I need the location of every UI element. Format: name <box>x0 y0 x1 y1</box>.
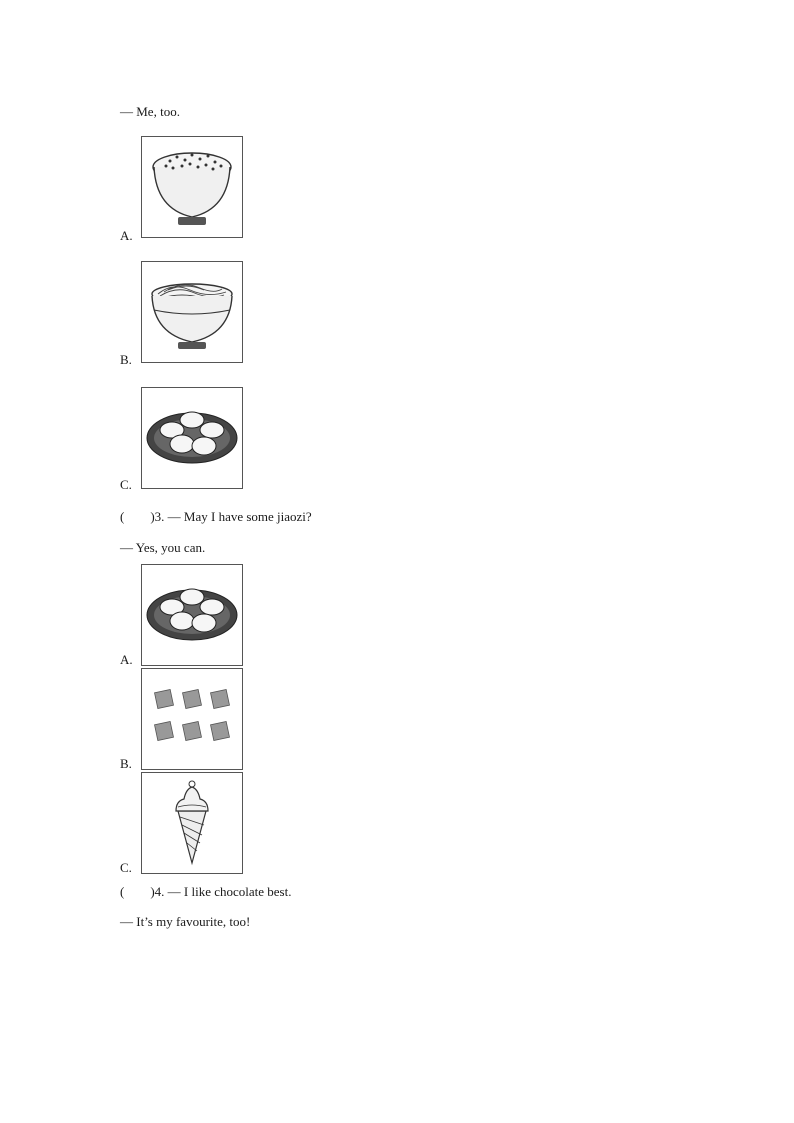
q3-option-b-image <box>141 668 243 770</box>
q2-option-c-image <box>141 387 243 489</box>
q2-option-a-image <box>141 136 243 238</box>
rice-bowl-icon <box>142 137 242 237</box>
q3-option-a-label: A. <box>120 652 133 667</box>
q4-answer-line: — It’s my favourite, too! <box>120 914 251 929</box>
q3-answer-line: — Yes, you can. <box>120 540 206 555</box>
dumplings-plate-icon <box>142 565 242 665</box>
q2-answer-line: — Me, too. <box>120 104 180 119</box>
q2-option-b-image <box>141 261 243 363</box>
biscuits-icon <box>142 669 242 769</box>
ice-cream-cone-icon <box>142 773 242 873</box>
q2-option-b-label: B. <box>120 352 132 367</box>
q2-option-c-label: C. <box>120 477 132 492</box>
q3-option-b-label: B. <box>120 756 132 771</box>
q3-option-c-image <box>141 772 243 874</box>
q2-option-a-label: A. <box>120 228 133 243</box>
q4-question-line: ( )4. — I like chocolate best. <box>120 884 292 899</box>
dumplings-plate-icon <box>142 388 242 488</box>
q3-option-a-image <box>141 564 243 666</box>
q3-question-line: ( )3. — May I have some jiaozi? <box>120 509 312 524</box>
q3-option-c-label: C. <box>120 860 132 875</box>
noodles-bowl-icon <box>142 262 242 362</box>
